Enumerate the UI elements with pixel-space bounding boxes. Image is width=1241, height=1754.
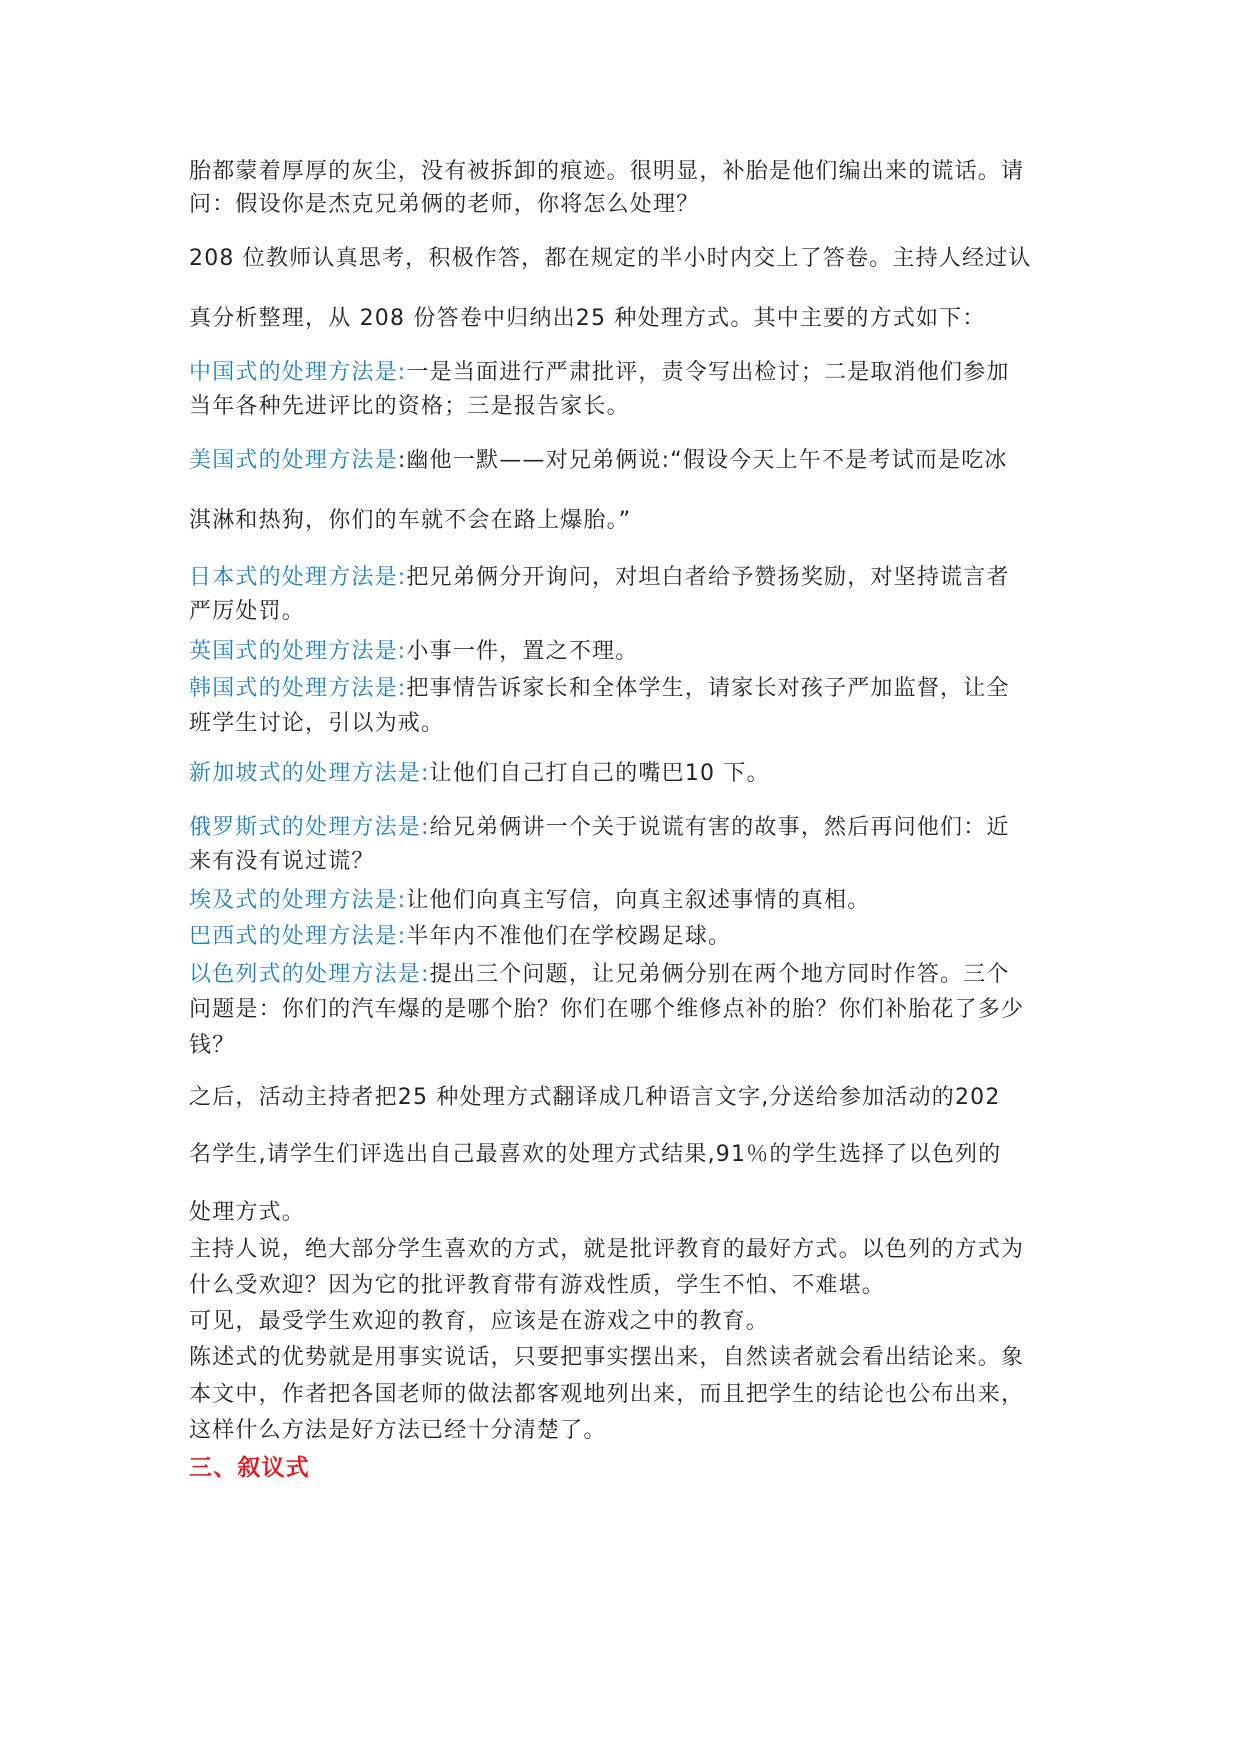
russia-line2: 来有没有说过谎？ (189, 849, 375, 874)
china-text1: 一是当面进行严肃批评，责令写出检讨；二是取消他们参加 (406, 360, 1010, 385)
para3-line3: 处理方式。 (189, 1200, 306, 1225)
para2-line1: 208 位教师认真思考，积极作答，都在规定的半小时内交上了答卷。主持人经过认 (189, 246, 1032, 271)
korea-label: 韩国式的处理方法是: (189, 676, 407, 701)
para1-line2: 问：假设你是杰克兄弟俩的老师，你将怎么处理？ (189, 192, 700, 217)
japan-line1 (189, 563, 1089, 593)
korea-line2: 班学生讨论，引以为戒。 (189, 711, 445, 736)
israel-line1 (189, 960, 1089, 990)
egypt-label: 埃及式的处理方法是: (189, 888, 407, 913)
section-heading: 三、叙议式 (189, 1455, 310, 1481)
usa-text1: :幽他一默——对兄弟俩说:“假设今天上午不是考试而是吃冰 (397, 448, 1008, 473)
para6-line1: 陈述式的优势就是用事实说话，只要把事实摆出来，自然读者就会看出结论来。象 (189, 1345, 1025, 1370)
para6-line2: 本文中，作者把各国老师的做法都客观地列出来，而且把学生的结论也公布出来， (189, 1382, 1025, 1407)
uk-line1 (189, 637, 1089, 667)
para5-line1: 可见，最受学生欢迎的教育，应该是在游戏之中的教育。 (189, 1309, 770, 1334)
para2-line2: 真分析整理，从 208 份答卷中归纳出25 种处理方式。其中主要的方式如下： (189, 306, 986, 331)
usa-line2: 淇淋和热狗，你们的车就不会在路上爆胎。” (189, 508, 632, 533)
israel-line3: 钱？ (189, 1033, 236, 1058)
china-line2: 当年各种先进评比的资格；三是报告家长。 (189, 394, 630, 419)
russia-line1 (189, 813, 1089, 843)
egypt-text1: 让他们向真主写信，向真主叙述事情的真相。 (406, 888, 871, 913)
para4-line1: 主持人说，绝大部分学生喜欢的方式，就是批评教育的最好方式。以色列的方式为 (189, 1237, 1025, 1262)
brazil-text1: 半年内不准他们在学校踢足球。 (406, 924, 732, 949)
israel-line2: 问题是：你们的汽车爆的是哪个胎？你们在哪个维修点补的胎？你们补胎花了多少 (189, 997, 1025, 1022)
israel-label: 以色列式的处理方法是: (189, 962, 430, 987)
japan-label: 日本式的处理方法是: (189, 565, 407, 590)
russia-text1: 给兄弟俩讲一个关于说谎有害的故事，然后再问他们：近 (429, 815, 1010, 840)
usa-line1 (189, 446, 1089, 476)
china-label: 中国式的处理方法是: (189, 360, 407, 385)
china-line1 (189, 358, 1089, 388)
para3-line1: 之后，活动主持者把25 种处理方式翻译成几种语言文字,分送给参加活动的202 (189, 1085, 1001, 1110)
egypt-line1 (189, 886, 1089, 916)
japan-line2: 严厉处罚。 (189, 599, 306, 624)
korea-text1: 把事情告诉家长和全体学生，请家长对孩子严加监督，让全 (406, 676, 1010, 701)
israel-text1: 提出三个问题，让兄弟俩分别在两个地方同时作答。三个 (429, 962, 1010, 987)
para3-line2: 名学生,请学生们评选出自己最喜欢的处理方式结果,91％的学生选择了以色列的 (189, 1142, 1002, 1167)
para1-line1: 胎都蒙着厚厚的灰尘，没有被拆卸的痕迹。很明显，补胎是他们编出来的谎话。请 (189, 159, 1025, 184)
brazil-line1 (189, 922, 1089, 952)
usa-label: 美国式的处理方法是 (189, 448, 398, 473)
singapore-text1: 让他们自己打自己的嘴巴10 下。 (429, 761, 770, 786)
uk-label: 英国式的处理方法是: (189, 639, 407, 664)
brazil-label: 巴西式的处理方法是: (189, 924, 407, 949)
singapore-label: 新加坡式的处理方法是: (189, 761, 430, 786)
japan-text1: 把兄弟俩分开询问，对坦白者给予赞扬奖励，对坚持谎言者 (406, 565, 1010, 590)
russia-label: 俄罗斯式的处理方法是: (189, 815, 430, 840)
korea-line1 (189, 674, 1089, 704)
para4-line2: 什么受欢迎？因为它的批评教育带有游戏性质，学生不怕、不难堪。 (189, 1273, 886, 1298)
para6-line3: 这样什么方法是好方法已经十分清楚了。 (189, 1418, 607, 1443)
singapore-line1 (189, 759, 1089, 789)
uk-text1: 小事一件，置之不理。 (406, 639, 639, 664)
